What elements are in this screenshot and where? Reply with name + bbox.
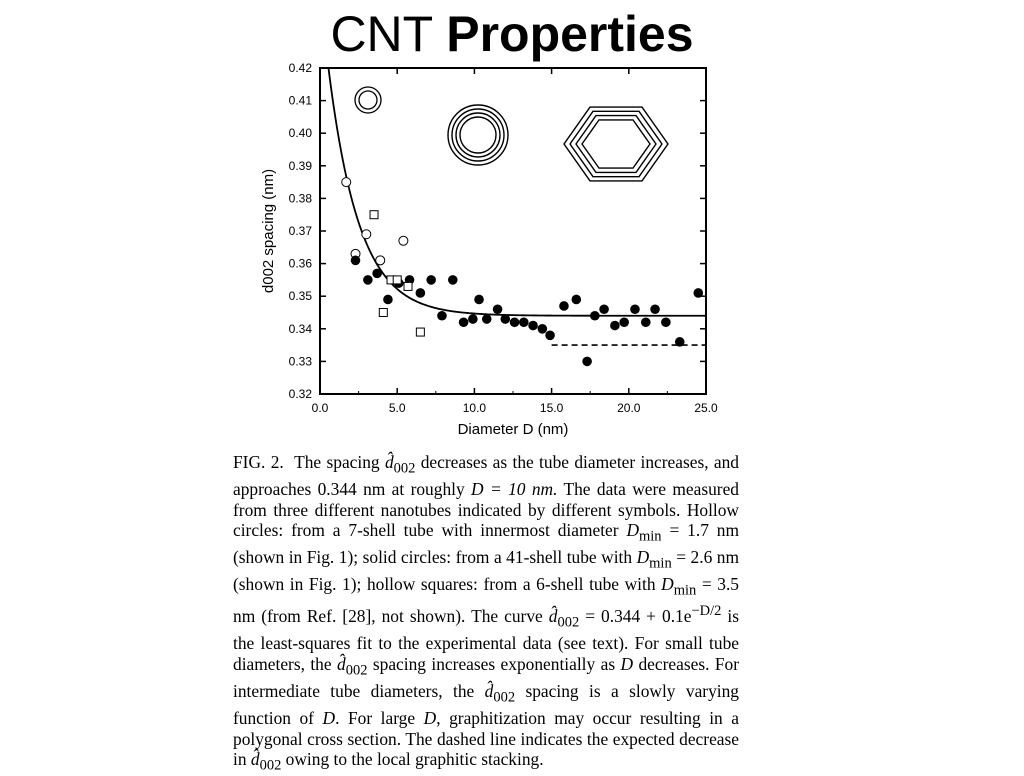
y-tick-label: 0.38 — [288, 191, 312, 206]
y-tick-label: 0.42 — [288, 61, 312, 75]
solid-circle-point — [474, 295, 484, 305]
solid-circle-point — [426, 275, 436, 285]
x-tick-label: 15.0 — [539, 401, 564, 415]
solid-circle-point — [448, 275, 458, 285]
solid-circle-point — [459, 317, 469, 327]
hollow-square-point — [416, 328, 424, 336]
d002-spacing-chart — [240, 56, 730, 448]
hexagon-inset — [570, 111, 662, 176]
solid-circle-point — [528, 321, 538, 331]
solid-circle-point — [519, 317, 529, 327]
hollow-square-point — [404, 282, 412, 290]
double-circle-inset — [359, 91, 377, 109]
solid-circle-point — [641, 317, 651, 327]
x-axis-label: Diameter D (nm) — [457, 421, 569, 438]
x-tick-label: 5.0 — [388, 401, 406, 415]
solid-circle-point — [482, 314, 492, 324]
solid-circle-point — [510, 317, 520, 327]
solid-circle-point — [610, 321, 620, 331]
solid-circle-point — [383, 295, 393, 305]
solid-circle-point — [538, 324, 548, 334]
hollow-circle-point — [376, 256, 385, 265]
solid-circle-point — [650, 304, 660, 314]
caption-fig: FIG. 2. — [233, 452, 284, 472]
y-tick-label: 0.36 — [288, 256, 312, 271]
hexagon-inset — [576, 116, 656, 173]
solid-circle-point — [599, 304, 609, 314]
solid-circle-point — [468, 314, 478, 324]
x-tick-label: 20.0 — [617, 401, 641, 415]
hexagon-inset — [564, 107, 668, 181]
x-tick-label: 0.0 — [311, 401, 329, 415]
solid-circle-point — [572, 295, 582, 305]
solid-circle-point — [630, 304, 640, 314]
solid-circle-point — [372, 269, 382, 279]
chart-insets — [355, 87, 668, 181]
hollow-square-point — [393, 276, 401, 284]
hollow-square-point — [379, 309, 387, 317]
multi-ring-circle-inset — [456, 113, 500, 157]
y-tick-label: 0.37 — [288, 224, 312, 238]
y-tick-label: 0.41 — [288, 93, 312, 108]
solid-circle-point — [363, 275, 373, 285]
title-prefix: CNT — [330, 6, 433, 62]
multi-ring-circle-inset — [448, 105, 508, 165]
solid-circle-point — [661, 317, 671, 327]
y-tick-label: 0.40 — [288, 126, 312, 141]
solid-circle-point — [500, 314, 510, 324]
solid-circle-point — [619, 317, 629, 327]
hollow-square-point — [370, 211, 378, 219]
solid-circle-point — [559, 301, 569, 311]
x-tick-label: 10.0 — [462, 401, 487, 415]
figure-caption: FIG. 2. The spacing $d̂_{002}$ decreases as the tube diameter increases, and approaches 0.344 nm at roughly D = 10 nm. The data were measured from three different nanotubes indicated by different symbols. Hollow circles: from a 7-shell tube with innermost diameter $D_{min} = 1.7$ nm (shown in Fig. 1); solid circles: from a 41-shell tube with $D_{min} = 2.6$ nm (shown in Fig. 1); hollow squares: from a 6-shell tube with $D_{min} = 3.5$ nm (from Ref. [28], not shown). The curve $d̂_{002} = 0.344 + 0.1e^{-D/2}$ is the least-squares fit to the experimental data (see text). For small tube diameters, the $d̂_{002}$ spacing increases exponentially as D decreases. For intermediate tube diameters, the $d̂_{002}$ spacing is a slowly varying function of D. For large D, graphitization may occur resulting in a polygonal cross section. The dashed line indicates the expected decrease in $d̂_{002}$ owing to the local graphitic stacking. — [233, 452, 740, 774]
title-bold: Properties — [446, 6, 694, 62]
solid-circle-point — [437, 311, 447, 321]
solid-circle-point — [590, 311, 600, 321]
x-tick-label: 25.0 — [694, 401, 718, 415]
y-axis-label: d002 spacing (nm) — [260, 168, 277, 294]
hexagon-inset — [582, 120, 650, 168]
y-tick-label: 0.39 — [288, 158, 312, 173]
solid-circle-point — [493, 304, 503, 314]
solid-circle-point — [675, 337, 685, 347]
y-tick-label: 0.33 — [288, 354, 312, 369]
y-tick-label: 0.34 — [288, 321, 312, 336]
solid-circle-point — [545, 331, 555, 341]
solid-circle-point — [416, 288, 426, 298]
hollow-circle-point — [342, 178, 351, 187]
solid-circle-point — [582, 357, 592, 367]
solid-circle-point — [351, 256, 361, 266]
hollow-circle-point — [362, 230, 371, 239]
multi-ring-circle-inset — [460, 117, 496, 153]
y-tick-label: 0.35 — [288, 289, 312, 304]
y-tick-label: 0.32 — [288, 387, 312, 401]
hollow-circle-point — [399, 236, 408, 245]
